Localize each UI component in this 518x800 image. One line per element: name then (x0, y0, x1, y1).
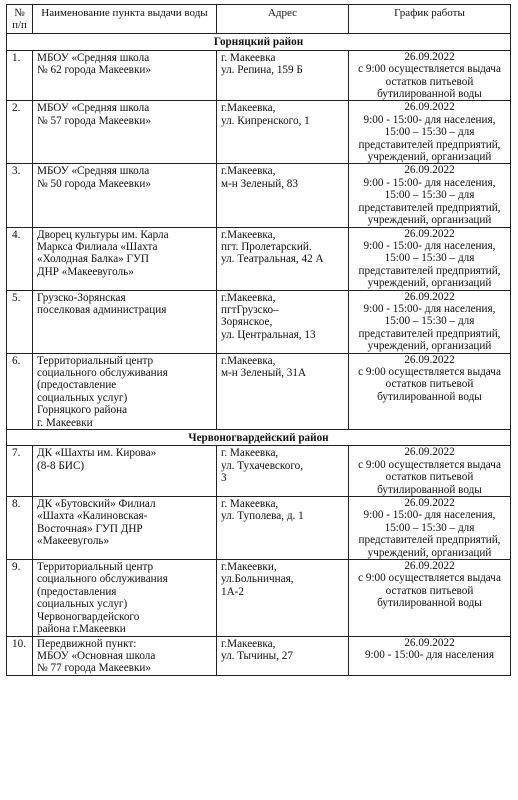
water-distribution-document (6, 4, 510, 676)
point-name-line: района г.Макеевки (37, 623, 126, 636)
schedule-line: 9:00 - 15:00- для населения (364, 648, 495, 661)
address-line: г.Макеевка, (221, 291, 276, 304)
point-name-line: социального обслуживания (37, 573, 168, 586)
schedule-line: 15:00 – 15:30 – для (384, 521, 475, 534)
address-line: ул. Кипренского, 1 (221, 114, 310, 127)
address-line: Зорянское, (221, 316, 273, 329)
address-cell (217, 50, 349, 101)
schedule-line: 9:00 - 15:00- для населения, (363, 302, 496, 315)
address-cell (217, 101, 349, 164)
address-line: г.Макеевка, (221, 102, 276, 115)
point-name-line: ДНР «Макеевуголь» (37, 265, 134, 278)
schedule-line: с 9:00 осуществляется выдача (358, 572, 501, 585)
point-name-line: «Шахта «Калиновская- (37, 510, 148, 523)
address-line: 1А-2 (221, 585, 244, 598)
table-body (7, 34, 511, 675)
address-line: г.Макеевки, (221, 561, 277, 574)
address-line: г.Макеевка, (221, 228, 276, 241)
point-name-line: ДК «Шахты им. Кирова» (37, 447, 157, 460)
point-name-line: Территориальный центр (37, 561, 154, 574)
address-line: г. Макеевка (221, 51, 276, 64)
address-line: г.Макеевка, (221, 637, 276, 650)
table-header-row (7, 5, 511, 34)
point-name-line: Передвижной пункт: (37, 637, 137, 650)
address-line: ул. Театральная, 42 А (221, 253, 324, 266)
address-line: ул. Тычины, 27 (221, 649, 293, 662)
address-cell (217, 164, 349, 227)
address-line: г. Макеевка, (221, 498, 279, 511)
header-number: № п/п (7, 5, 33, 34)
schedule-cell (349, 164, 511, 227)
schedule-line: представителей предприятий, (358, 138, 501, 151)
schedule-line: 26.09.2022 (404, 290, 455, 303)
schedule-line: остатков питьевой (385, 471, 474, 484)
point-name-line: социальных услуг) (37, 391, 128, 404)
row-number: 10. (7, 636, 33, 675)
table-row (7, 497, 511, 560)
address-line: ул. Репина, 159 Б (221, 64, 303, 77)
schedule-line: 26.09.2022 (404, 50, 455, 63)
schedule-line: бутилированной воды (377, 483, 482, 496)
address-line: ул. Туполева, д. 1 (221, 510, 304, 523)
point-name-line: МБОУ «Основная школа (37, 649, 156, 662)
schedule-line: учреждений, организаций (367, 277, 492, 290)
schedule-line: бутилированной воды (377, 88, 482, 101)
point-name-cell (33, 290, 217, 353)
schedule-cell (349, 353, 511, 429)
row-number: 8. (7, 497, 33, 560)
address-cell (217, 560, 349, 636)
schedule-line: 26.09.2022 (404, 446, 455, 459)
schedule-line: 26.09.2022 (404, 164, 455, 177)
point-name-line: социального обслуживания (37, 366, 168, 379)
point-name-cell (33, 636, 217, 675)
schedule-cell (349, 560, 511, 636)
point-name-line: «Холодная Балка» ГУП (37, 253, 150, 266)
point-name-line: (8-8 БИС) (37, 459, 85, 472)
address-line: г.Макеевка, (221, 354, 276, 367)
schedule-line: 26.09.2022 (404, 101, 455, 114)
table-row (7, 164, 511, 227)
address-line: 3 (221, 472, 227, 485)
point-name-line: № 50 города Макеевки» (37, 177, 151, 190)
schedule-line: остатков питьевой (385, 584, 474, 597)
schedule-line: учреждений, организаций (367, 151, 492, 164)
schedule-line: 26.09.2022 (404, 353, 455, 366)
schedule-line: 26.09.2022 (404, 560, 455, 573)
point-name-line: № 62 города Макеевки» (37, 64, 151, 77)
table-row (7, 101, 511, 164)
schedule-line: представителей предприятий, (358, 201, 501, 214)
point-name-line: № 77 города Макеевки» (37, 662, 151, 675)
schedule-line: представителей предприятий, (358, 327, 501, 340)
district-name: Горняцкий район (7, 34, 511, 50)
schedule-line: с 9:00 осуществляется выдача (358, 458, 501, 471)
address-line: г.Макеевка, (221, 165, 276, 178)
schedule-cell (349, 497, 511, 560)
point-name-line: Горняцкого района (37, 404, 128, 417)
schedule-line: остатков питьевой (385, 75, 474, 88)
point-name-line: поселковая администрация (37, 303, 167, 316)
point-name-cell (33, 227, 217, 290)
address-cell (217, 446, 349, 497)
address-cell (217, 353, 349, 429)
header-point-name: Наименование пункта выдачи воды (33, 5, 217, 34)
schedule-cell (349, 446, 511, 497)
row-number: 4. (7, 227, 33, 290)
water-points-table (6, 4, 511, 676)
point-name-cell (33, 446, 217, 497)
address-line: м-н Зеленый, 83 (221, 177, 298, 190)
schedule-line: бутилированной воды (377, 390, 482, 403)
schedule-line: с 9:00 осуществляется выдача (358, 63, 501, 76)
schedule-cell (349, 101, 511, 164)
point-name-cell (33, 497, 217, 560)
table-row (7, 560, 511, 636)
point-name-cell (33, 560, 217, 636)
schedule-line: представителей предприятий, (358, 534, 501, 547)
point-name-line: МБОУ «Средняя школа (37, 102, 150, 115)
header-address: Адрес (217, 5, 349, 34)
district-header-row (7, 430, 511, 446)
point-name-line: «Макеевуголь» (37, 535, 110, 548)
point-name-line: (предоставления (37, 585, 117, 598)
row-number: 6. (7, 353, 33, 429)
schedule-line: учреждений, организаций (367, 546, 492, 559)
schedule-line: остатков питьевой (385, 378, 474, 391)
row-number: 5. (7, 290, 33, 353)
point-name-cell (33, 164, 217, 227)
point-name-line: ДК «Бутовский» Филиал (37, 498, 156, 511)
address-cell (217, 636, 349, 675)
point-name-line: Червоногвардейского (37, 610, 140, 623)
table-row (7, 353, 511, 429)
point-name-line: МБОУ «Средняя школа (37, 165, 150, 178)
schedule-line: учреждений, организаций (367, 214, 492, 227)
address-cell (217, 227, 349, 290)
address-line: г. Макеевка, (221, 447, 279, 460)
schedule-line: с 9:00 осуществляется выдача (358, 365, 501, 378)
schedule-line: 9:00 - 15:00- для населения, (363, 176, 496, 189)
row-number: 3. (7, 164, 33, 227)
row-number: 2. (7, 101, 33, 164)
schedule-cell (349, 290, 511, 353)
point-name-line: социальных услуг) (37, 598, 128, 611)
schedule-line: 9:00 - 15:00- для населения, (363, 239, 496, 252)
address-line: пгтГрузско– (221, 303, 279, 316)
point-name-cell (33, 50, 217, 101)
point-name-line: Дворец культуры им. Карла (37, 228, 169, 241)
point-name-line: Территориальный центр (37, 354, 154, 367)
schedule-line: 15:00 – 15:30 – для (384, 126, 475, 139)
address-line: ул.Больничная, (221, 573, 294, 586)
row-number: 7. (7, 446, 33, 497)
schedule-line: 15:00 – 15:30 – для (384, 189, 475, 202)
table-row (7, 290, 511, 353)
table-row (7, 227, 511, 290)
point-name-line: Грузско-Зорянская (37, 291, 126, 304)
schedule-line: 26.09.2022 (404, 497, 455, 510)
point-name-line: Маркса Филиала «Шахта (37, 240, 158, 253)
address-line: ул. Центральная, 13 (221, 328, 316, 341)
schedule-line: 9:00 - 15:00- для населения, (363, 113, 496, 126)
district-name: Червоногвардейский район (7, 430, 511, 446)
point-name-cell (33, 353, 217, 429)
schedule-line: 9:00 - 15:00- для населения, (363, 509, 496, 522)
table-row (7, 636, 511, 675)
address-cell (217, 290, 349, 353)
table-row (7, 446, 511, 497)
schedule-line: 26.09.2022 (404, 636, 455, 649)
address-line: пгт. Пролетарский. (221, 240, 312, 253)
row-number: 9. (7, 560, 33, 636)
point-name-line: № 57 города Макеевки» (37, 114, 151, 127)
row-number: 1. (7, 50, 33, 101)
point-name-cell (33, 101, 217, 164)
point-name-line: г. Макеевки (37, 416, 93, 429)
address-line: м-н Зеленый, 31А (221, 366, 307, 379)
point-name-line: Восточная» ГУП ДНР (37, 522, 143, 535)
schedule-line: представителей предприятий, (358, 264, 501, 277)
address-cell (217, 497, 349, 560)
schedule-line: 26.09.2022 (404, 227, 455, 240)
point-name-line: МБОУ «Средняя школа (37, 51, 150, 64)
schedule-line: 15:00 – 15:30 – для (384, 252, 475, 265)
schedule-cell (349, 50, 511, 101)
schedule-cell (349, 227, 511, 290)
address-line: ул. Тухачевского, (221, 459, 304, 472)
schedule-line: учреждений, организаций (367, 340, 492, 353)
table-row (7, 50, 511, 101)
schedule-line: бутилированной воды (377, 597, 482, 610)
district-header-row (7, 34, 511, 50)
schedule-cell (349, 636, 511, 675)
point-name-line: (предоставление (37, 379, 117, 392)
schedule-line: 15:00 – 15:30 – для (384, 315, 475, 328)
header-schedule: График работы (349, 5, 511, 34)
